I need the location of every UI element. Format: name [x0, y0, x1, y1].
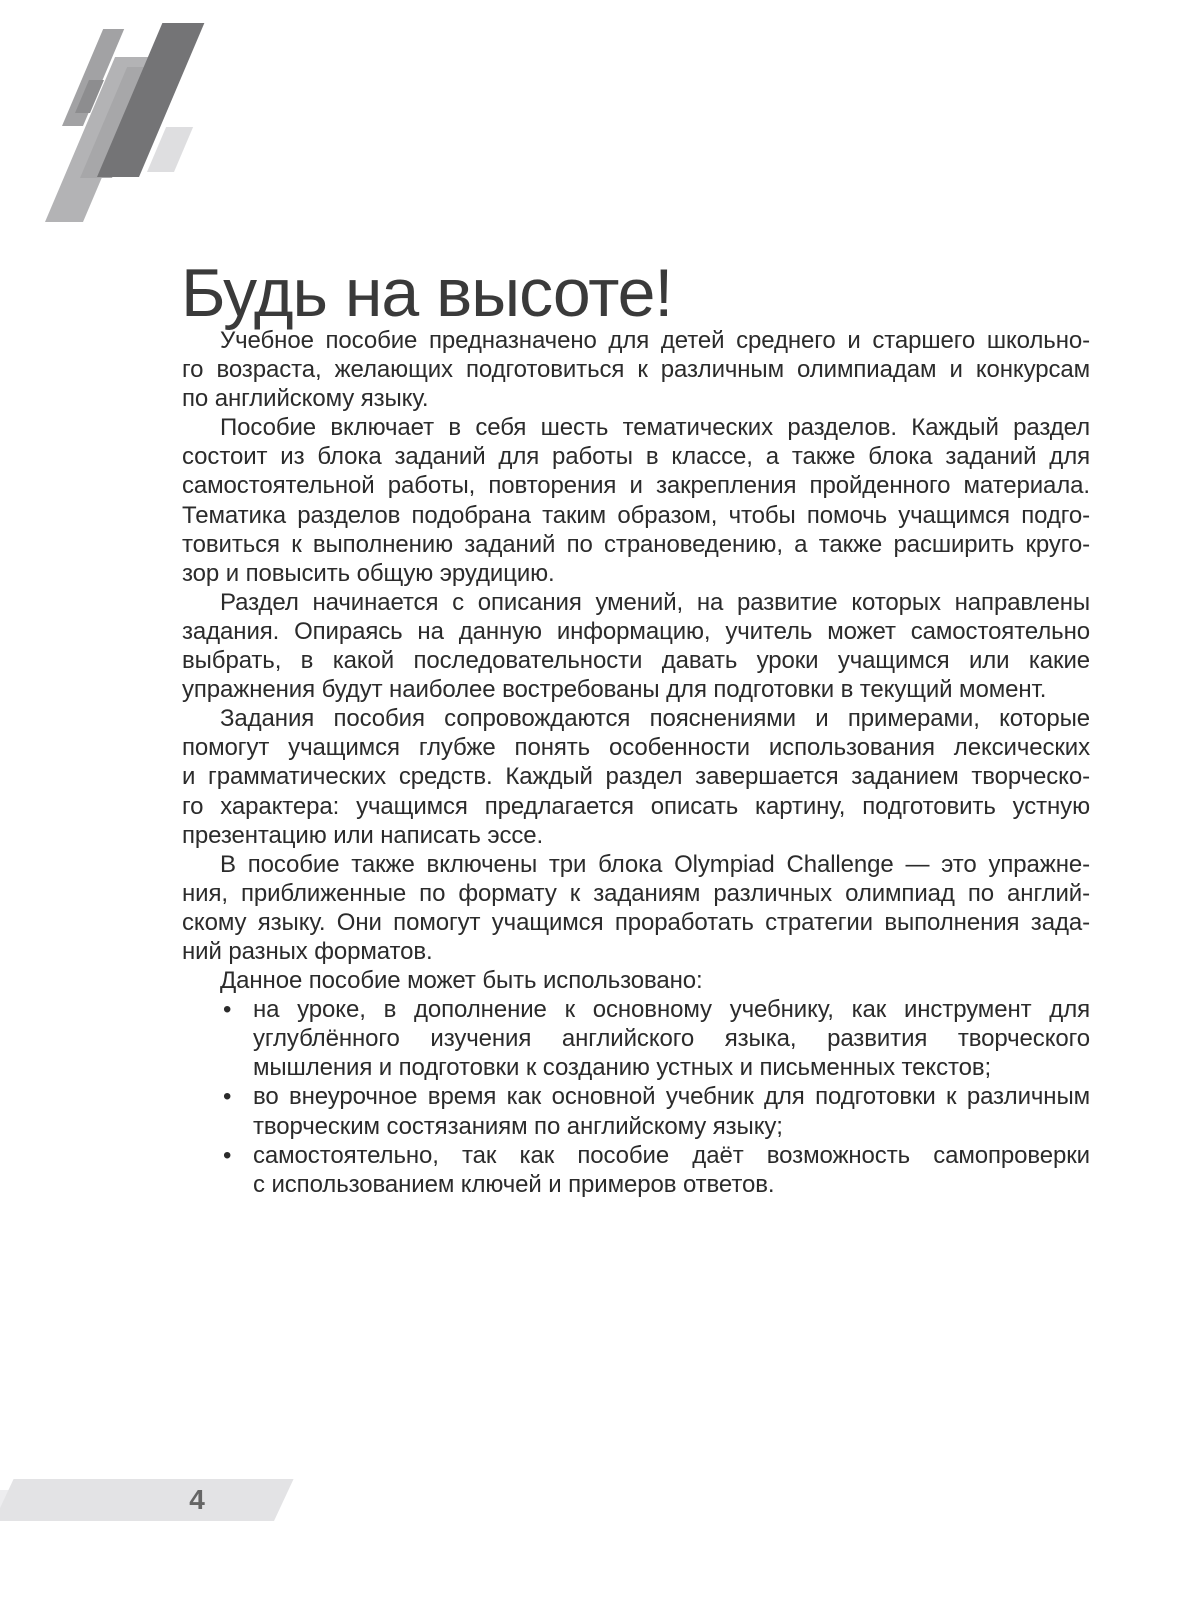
paragraph: [182, 850, 1090, 966]
text-line: творческим состязаниям по английскому языку;: [253, 1112, 783, 1140]
page-content: [182, 326, 1090, 1199]
text-line: В пособие также включены три блока Olympiad Challenge — это упражне-: [220, 850, 1090, 878]
page-number: 4: [189, 1484, 205, 1515]
text-line: задания. Опираясь на данную информацию, учитель может самостоятельно: [182, 617, 1090, 645]
bullet-marker: •: [223, 996, 232, 1024]
text-line: мышления и подготовки к созданию устных и письменных текстов;: [253, 1054, 992, 1082]
text-line: го возраста, желающих подготовиться к различным олимпиадам и конкурсам: [182, 356, 1090, 384]
page-title: Будь на высоте!: [181, 254, 673, 331]
text-line: самостоятельной работы, повторения и закрепления пройденного материала.: [182, 472, 1090, 500]
bullet-item: [182, 995, 1090, 1082]
text-line: Раздел начинается с описания умений, на развитие которых направлены: [220, 588, 1090, 616]
text-line: Данное пособие может быть использовано:: [220, 967, 703, 995]
paragraph: [182, 966, 1090, 995]
text-line: углублённого изучения английского языка, развития творческого: [253, 1025, 1090, 1053]
text-line: самостоятельно, так как пособие даёт возможность самопроверки: [253, 1141, 1090, 1169]
bullet-item: [182, 1082, 1090, 1140]
text-line: состоит из блока заданий для работы в классе, а также блока заданий для: [182, 443, 1090, 471]
text-line: с использованием ключей и примеров ответов.: [253, 1170, 775, 1198]
text-line: го характера: учащимся предлагается описать картину, подготовить устную: [182, 792, 1090, 820]
text-line: упражнения будут наиболее востребованы для подготовки в текущий момент.: [182, 676, 1047, 704]
text-line: ния, приближенные по формату к заданиям различных олимпиад по англий-: [182, 879, 1090, 907]
paragraph: [182, 326, 1090, 413]
footer-bar: [0, 1479, 294, 1521]
text-line: помогут учащимся глубже понять особенности использования лексических: [182, 734, 1090, 762]
text-line: товиться к выполнению заданий по страноведению, а также расширить круго-: [182, 530, 1090, 558]
text-line: выбрать, в какой последовательности давать уроки учащимся или какие: [182, 647, 1090, 675]
text-line: по английскому языку.: [182, 385, 429, 413]
text-line: скому языку. Они помогут учащимся проработать стратегии выполнения зада-: [182, 908, 1090, 936]
text-line: и грамматических средств. Каждый раздел завершается заданием творческо-: [182, 763, 1090, 791]
text-line: зор и повысить общую эрудицию.: [182, 559, 555, 587]
text-line: Учебное пособие предназначено для детей среднего и старшего школьно-: [220, 327, 1090, 354]
text-line: Задания пособия сопровождаются пояснениями и примерами, которые: [220, 705, 1090, 733]
text-line: Тематика разделов подобрана таким образом, чтобы помочь учащимся подго-: [182, 501, 1090, 529]
text-line: Пособие включает в себя шесть тематических разделов. Каждый раздел: [220, 414, 1090, 442]
text-line: презентацию или написать эссе.: [182, 821, 544, 849]
paragraph: [182, 704, 1090, 849]
text-line: ний разных форматов.: [182, 937, 433, 965]
text-line: во внеурочное время как основной учебник для подготовки к различным: [253, 1083, 1090, 1111]
paragraph: [182, 588, 1090, 704]
bullet-marker: •: [223, 1083, 232, 1111]
text-line: на уроке, в дополнение к основному учебнику, как инструмент для: [253, 996, 1090, 1024]
paragraph: [182, 413, 1090, 588]
bullet-marker: •: [223, 1141, 232, 1169]
bullet-item: [182, 1141, 1090, 1199]
